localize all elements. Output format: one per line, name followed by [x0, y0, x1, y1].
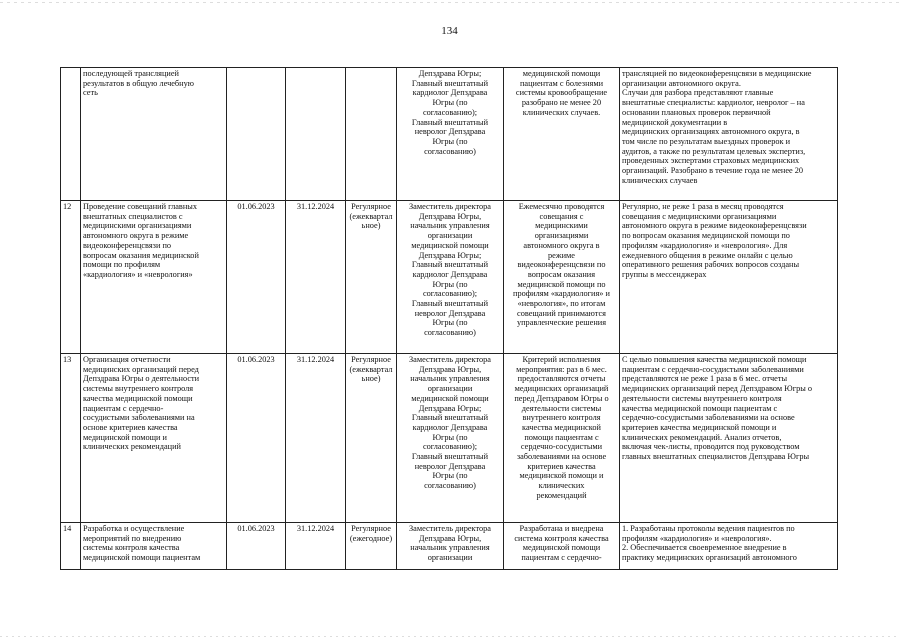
- cell-line: медицинской помощи: [411, 393, 489, 403]
- cell-line: Депздрава Югры,: [418, 533, 482, 543]
- row-number: 12: [61, 201, 81, 354]
- cell-line: невролог Депздрава: [414, 127, 486, 137]
- cell-line: «кардиология» и «неврология»: [83, 269, 193, 279]
- start-date-cell: 01.06.2023: [227, 354, 286, 523]
- cell-line: Главный внештатный: [411, 452, 489, 462]
- start-date-cell: [227, 68, 286, 201]
- cell-line: деятельности системы: [521, 403, 602, 413]
- cell-line: основании плановых проверок первичной: [622, 107, 771, 117]
- cell-line: медицинской документации в: [622, 117, 728, 127]
- cell-line: проведенных экспертами страховых медицинских: [622, 156, 800, 166]
- cell-line: клинических: [538, 481, 585, 491]
- indicator-cell: [504, 523, 620, 570]
- cell-line: согласованию);: [422, 289, 478, 299]
- cell-line: видеоконференцсвязи по: [83, 240, 172, 250]
- cell-line: по вопросам оказания медицинской помощи по: [622, 231, 790, 241]
- cell-line: рекомендаций: [536, 490, 587, 500]
- cell-line: организации автономного округа.: [622, 78, 741, 88]
- cell-line: Регулярное: [351, 355, 391, 364]
- type-cell: [346, 68, 397, 201]
- cell-line: критериев качества медицинской помощи и: [622, 422, 777, 432]
- cell-line: Депздрава Югры;: [418, 403, 482, 413]
- cell-line: вопросам оказания: [527, 269, 596, 279]
- cell-line: 2. Обеспечивается своевременное внедрение в: [622, 543, 787, 553]
- cell-line: Югры (по: [432, 318, 468, 328]
- cell-line: кардиолог Депздрава: [412, 269, 488, 279]
- cell-line: С целью повышения качества медицинской помощи: [622, 355, 807, 364]
- type-cell: [346, 354, 397, 523]
- cell-line: деятельности системы внутреннего контроля: [622, 393, 782, 403]
- type-cell: [346, 523, 397, 570]
- cell-line: Разработана и внедрена: [519, 524, 604, 533]
- cell-line: начальник управления: [410, 221, 490, 231]
- cell-line: Регулярное: [351, 524, 391, 533]
- cell-line: согласованию);: [422, 442, 478, 452]
- cell-line: Депздрава Югры;: [418, 250, 482, 260]
- cell-line: Заместитель директора: [409, 524, 491, 533]
- cell-line: медицинской помощи и: [83, 432, 167, 442]
- row-number: 13: [61, 354, 81, 523]
- scan-edge-bottom: [0, 636, 899, 637]
- cell-line: организациями: [534, 231, 589, 241]
- event-cell: [81, 354, 227, 523]
- cell-line: Регулярно, не реже 1 раза в месяц проводятся: [622, 202, 784, 211]
- cell-line: Заместитель директора: [409, 355, 491, 364]
- cell-line: ьное): [361, 221, 381, 231]
- cell-line: Югры (по: [432, 136, 468, 146]
- cell-line: медицинскими: [535, 221, 588, 231]
- cell-line: системы внутреннего контроля: [83, 384, 194, 394]
- page-number: 134: [441, 25, 458, 37]
- cell-line: трансляцией по видеоконференцсвязи в медицинские: [622, 69, 812, 78]
- cell-line: система контроля качества: [514, 533, 609, 543]
- cell-line: режиме: [548, 250, 575, 260]
- indicator-cell: [504, 68, 620, 201]
- cell-line: предоставляются отчеты: [517, 374, 606, 384]
- cell-line: основе критериев качества: [83, 422, 178, 432]
- cell-line: сердечно-сосудистыми заболеваниями на основе: [622, 413, 795, 423]
- cell-line: Регулярное: [351, 202, 391, 211]
- cell-line: главных внештатных специалистов Депздрава Югры: [622, 452, 810, 462]
- cell-line: организации: [427, 384, 473, 394]
- cell-line: внутреннего контроля: [522, 413, 601, 423]
- cell-line: Главный внештатный: [411, 299, 489, 309]
- table-row: [61, 354, 838, 523]
- cell-line: (ежеквартал: [349, 211, 393, 221]
- table-row: [61, 68, 838, 201]
- cell-line: медицинской помощи и: [519, 471, 604, 481]
- cell-line: медицинской помощи: [411, 240, 489, 250]
- cell-line: согласованию);: [422, 107, 478, 117]
- cell-line: ежедневного общения в режиме онлайн с целью: [622, 250, 793, 260]
- responsible-cell: [397, 523, 504, 570]
- end-date-cell: [286, 68, 346, 201]
- cell-line: помощи пациентам с: [524, 432, 599, 442]
- cell-line: последующей трансляцией: [83, 69, 179, 78]
- cell-line: 1. Разработаны протоколы ведения пациентов по: [622, 524, 795, 533]
- cell-line: том числе по результатам выездных проверок и: [622, 136, 791, 146]
- cell-line: Разработка и осуществление: [83, 524, 185, 533]
- indicator-cell: [504, 201, 620, 354]
- cell-line: Югры (по: [432, 471, 468, 481]
- cell-line: Югры (по: [432, 279, 468, 289]
- event-cell: [81, 68, 227, 201]
- cell-line: автономного округа в: [523, 240, 600, 250]
- cell-line: Проведение совещаний главных: [83, 202, 198, 211]
- cell-line: пациентам с болезнями: [519, 78, 604, 88]
- cell-line: профилям «кардиология» и «неврология». Для: [622, 240, 788, 250]
- cell-line: медицинских организаций перед Депздравом Югры о: [622, 384, 813, 394]
- result-cell: [620, 354, 838, 523]
- cell-line: Главный внештатный: [411, 260, 489, 270]
- result-cell: [620, 523, 838, 570]
- cell-line: Югры (по: [432, 98, 468, 108]
- cell-line: организации: [427, 231, 473, 241]
- cell-line: Заместитель директора: [409, 202, 491, 211]
- cell-line: (ежеквартал: [349, 364, 393, 374]
- cell-line: разобрано не менее 20: [521, 98, 602, 108]
- cell-line: пациентам с сердечно-сосудистыми заболеваниями: [622, 364, 804, 374]
- cell-line: Депздрава Югры;: [418, 69, 482, 78]
- cell-line: результатов в общую лечебную: [83, 78, 194, 88]
- cell-line: Случаи для разбора представляют главные: [622, 88, 774, 98]
- cell-line: медицинских организациях автономного округа, в: [622, 127, 800, 137]
- cell-line: внештатных специалистов с: [83, 211, 183, 221]
- cell-line: невролог Депздрава: [414, 461, 486, 471]
- cell-line: критериев качества: [527, 461, 596, 471]
- cell-line: кардиолог Депздрава: [412, 88, 488, 98]
- cell-line: согласованию): [424, 328, 476, 338]
- cell-line: Организация отчетности: [83, 355, 171, 364]
- cell-line: Главный внештатный: [411, 117, 489, 127]
- cell-line: медицинской помощи: [522, 69, 601, 78]
- scan-edge-top: [0, 2, 899, 3]
- cell-line: совещаний принимаются: [517, 308, 606, 318]
- cell-line: сеть: [83, 88, 98, 98]
- cell-line: клинических рекомендаций. Анализ отчетов,: [622, 432, 782, 442]
- cell-line: начальник управления: [410, 374, 490, 384]
- cell-line: организаций. Разобрано в течение года не менее 20: [622, 166, 804, 176]
- cell-line: медицинской помощи по: [517, 279, 606, 289]
- cell-line: вопросам оказания медицинской: [83, 250, 199, 260]
- cell-line: пациентам с сердечно-: [83, 403, 164, 413]
- cell-line: Депздрава Югры,: [418, 211, 482, 221]
- responsible-cell: [397, 68, 504, 201]
- cell-line: аудитов, а также по результатам целевых экспертиз,: [622, 146, 806, 156]
- table-row: [61, 201, 838, 354]
- cell-line: медицинских организаций перед: [83, 364, 199, 374]
- cell-line: Ежемесячно проводятся: [518, 202, 605, 211]
- cell-line: Главный внештатный: [411, 413, 489, 423]
- indicator-cell: [504, 354, 620, 523]
- cell-line: включая чек-листы, проводится под руководством: [622, 442, 800, 452]
- table-row: [61, 523, 838, 570]
- cell-line: ьное): [361, 374, 381, 384]
- cell-line: Югры (по: [432, 432, 468, 442]
- cell-line: клинических случаев: [622, 175, 698, 185]
- cell-line: автономного округа в режиме: [83, 231, 189, 241]
- cell-line: медицинской помощи: [522, 543, 601, 553]
- cell-line: качества медицинской: [522, 422, 601, 432]
- end-date-cell: 31.12.2024: [286, 354, 346, 523]
- cell-line: Критерий исполнения: [522, 355, 601, 364]
- start-date-cell: 01.06.2023: [227, 523, 286, 570]
- event-cell: [81, 201, 227, 354]
- cell-line: качества медицинской помощи пациентам с: [622, 403, 778, 413]
- cell-line: Главный внештатный: [411, 78, 489, 88]
- cell-line: кардиолог Депздрава: [412, 422, 488, 432]
- type-cell: [346, 201, 397, 354]
- cell-line: заболеваниями на основе: [516, 452, 607, 462]
- cell-line: медицинских организаций: [514, 384, 609, 394]
- cell-line: видеоконференцсвязи по: [517, 260, 606, 270]
- cell-line: начальник управления: [410, 543, 490, 553]
- cell-line: Депздрава Югры,: [418, 364, 482, 374]
- event-cell: [81, 523, 227, 570]
- cell-line: сосудистыми заболеваниями на: [83, 413, 195, 423]
- cell-line: представляются не реже 1 раза в 6 мес. отчеты: [622, 374, 788, 384]
- cell-line: невролог Депздрава: [414, 308, 486, 318]
- cell-line: системы контроля качества: [83, 543, 180, 553]
- cell-line: мероприятий по внедрению: [83, 533, 182, 543]
- cell-line: совещания с медицинскими организациями: [622, 211, 777, 221]
- measures-table: [60, 67, 838, 570]
- cell-line: совещания с: [539, 211, 584, 221]
- cell-line: группы в мессенджерах: [622, 269, 707, 279]
- result-cell: [620, 68, 838, 201]
- cell-line: системы кровообращение: [515, 88, 608, 98]
- cell-line: сердечно-сосудистыми: [520, 442, 603, 452]
- responsible-cell: [397, 354, 504, 523]
- cell-line: помощи по профилям: [83, 260, 161, 270]
- cell-line: управленческие решения: [516, 318, 607, 328]
- cell-line: практику медицинских организаций автономного: [622, 553, 797, 563]
- cell-line: согласованию): [424, 481, 476, 491]
- row-number: [61, 68, 81, 201]
- cell-line: перед Депздравом Югры о: [514, 393, 609, 403]
- cell-line: автономного округа в режиме видеоконференцсвязи: [622, 221, 807, 231]
- start-date-cell: 01.06.2023: [227, 201, 286, 354]
- cell-line: клинических случаев.: [522, 107, 601, 117]
- cell-line: профилям «кардиология» и «неврология».: [622, 533, 772, 543]
- cell-line: пациентам с сердечно-: [521, 553, 602, 563]
- cell-line: согласованию): [424, 146, 476, 156]
- cell-line: внештатные специалисты: кардиолог, невролог – на: [622, 98, 805, 108]
- cell-line: мероприятия: раз в 6 мес.: [516, 364, 607, 374]
- cell-line: Депздрава Югры о деятельности: [83, 374, 200, 384]
- cell-line: профилям «кардиология» и: [513, 289, 610, 299]
- row-number: 14: [61, 523, 81, 570]
- cell-line: (ежегодное): [349, 533, 393, 543]
- cell-line: организации: [427, 553, 473, 563]
- result-cell: [620, 201, 838, 354]
- cell-line: качества медицинской помощи: [83, 393, 193, 403]
- cell-line: клинических рекомендаций: [83, 442, 181, 452]
- cell-line: медицинскими организациями: [83, 221, 192, 231]
- cell-line: «неврология», по итогам: [517, 299, 606, 309]
- responsible-cell: [397, 201, 504, 354]
- end-date-cell: 31.12.2024: [286, 523, 346, 570]
- cell-line: медицинской помощи пациентам: [83, 553, 201, 563]
- end-date-cell: 31.12.2024: [286, 201, 346, 354]
- cell-line: оперативного решения рабочих вопросов созданы: [622, 260, 800, 270]
